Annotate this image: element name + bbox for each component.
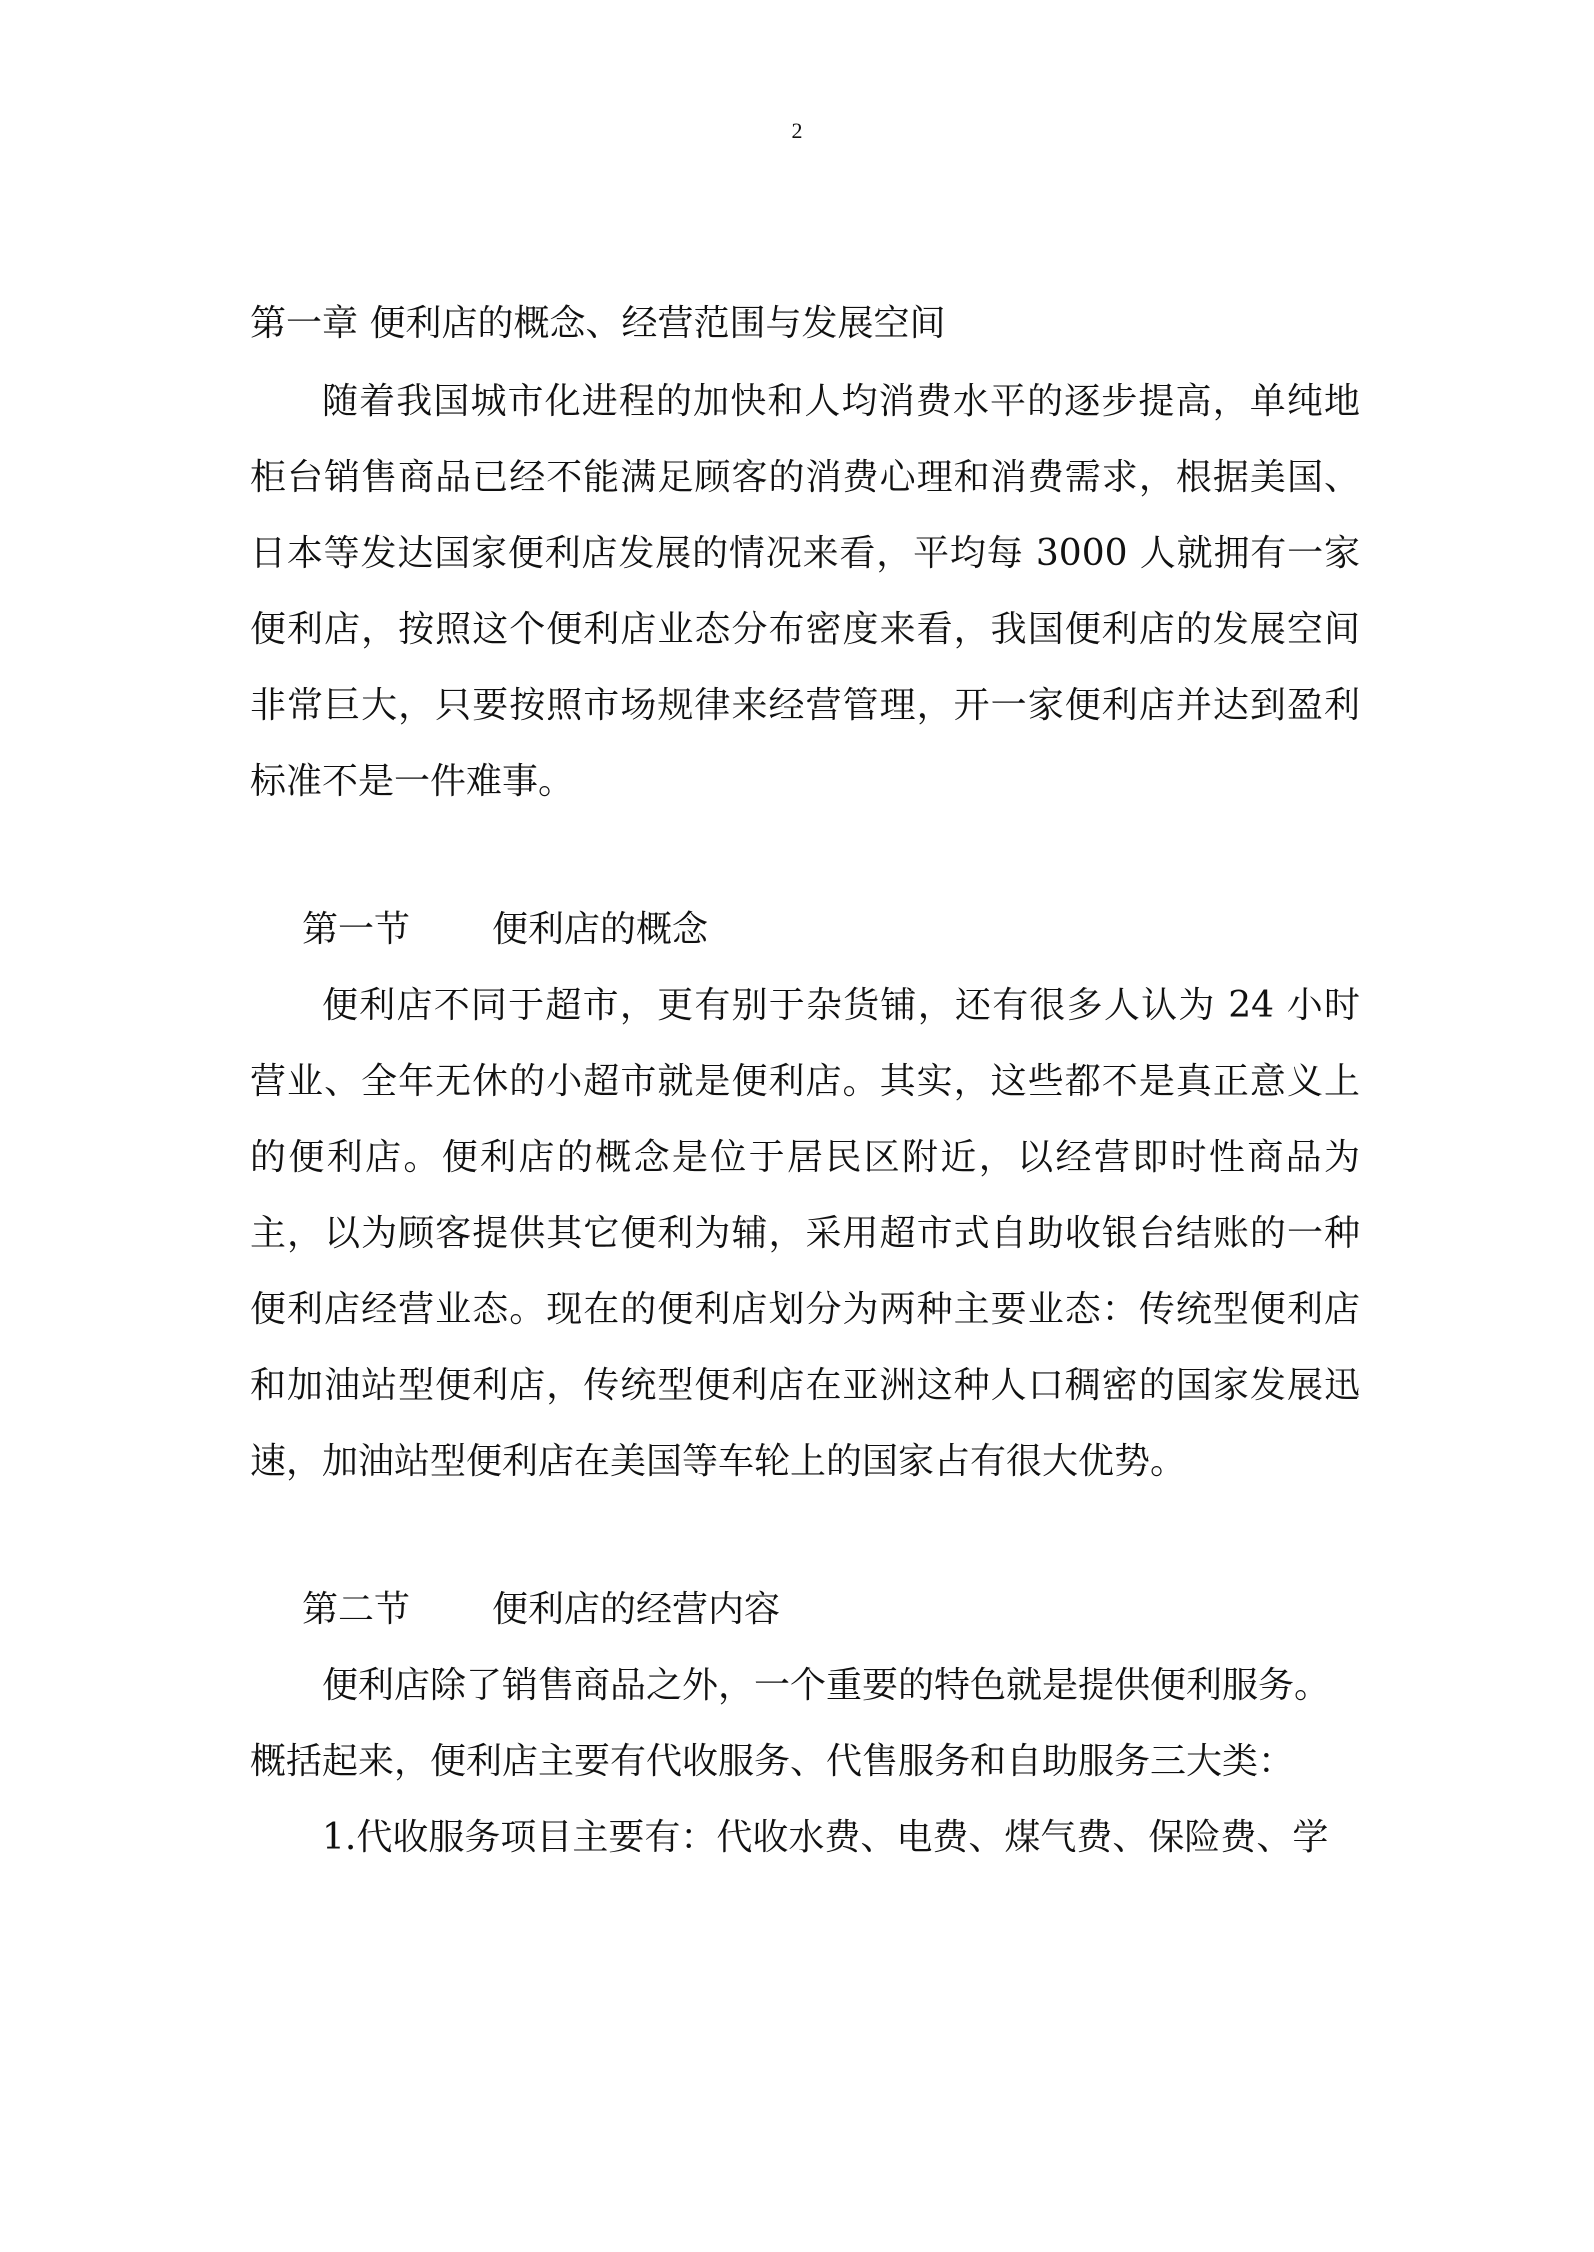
section-2-list-item: 1.代收服务项目主要有：代收水费、电费、煤气费、保险费、学 xyxy=(322,1817,1329,1858)
section-heading-2 xyxy=(302,1578,1360,1642)
page-content xyxy=(250,292,1360,1876)
chapter-title: 第一章 便利店的概念、经营范围与发展空间 xyxy=(250,303,946,344)
section-label: 第一节 xyxy=(302,909,411,950)
section-label: 第二节 xyxy=(302,1589,411,1630)
section-heading-1 xyxy=(302,898,1360,962)
section-2-paragraph: 便利店除了销售商品之外，一个重要的特色就是提供便利服务。 xyxy=(322,1665,1331,1706)
section-2-paragraph: 概括起来，便利店主要有代收服务、代售服务和自助服务三大类： xyxy=(250,1741,1295,1782)
page-number: 2 xyxy=(791,118,803,143)
section-title: 便利店的经营内容 xyxy=(492,1589,781,1630)
section-1-paragraph: 便利店不同于超市，更有别于杂货铺，还有很多人认为 24 小时营业、全年无休的小超市就是便利店。其实，这些都不是真正意义上的便利店。便利店的概念是位于居民区附近，以经营即时性商品为主，以为顾客提供其它便利为辅，采用超市式自助收银台结账的一种便利店经营业态。现在的便利店划分为两种主要业态：传统型便利店和加油站型便利店，传统型便利店在亚洲这种人口稠密的国家发展迅速，加油站型便利店在美国等车轮上的国家占有很大优势。 xyxy=(250,985,1360,1482)
section-title: 便利店的概念 xyxy=(492,909,709,950)
chapter-intro-paragraph: 随着我国城市化进程的加快和人均消费水平的逐步提高，单纯地柜台销售商品已经不能满足顾客的消费心理和消费需求，根据美国、日本等发达国家便利店发展的情况来看，平均每 3000 人就拥有一家便利店，按照这个便利店业态分布密度来看，我国便利店的发展空间非常巨大，只要按照市场规律来经营管理，开一家便利店并达到盈利标准不是一件难事。 xyxy=(250,381,1360,802)
